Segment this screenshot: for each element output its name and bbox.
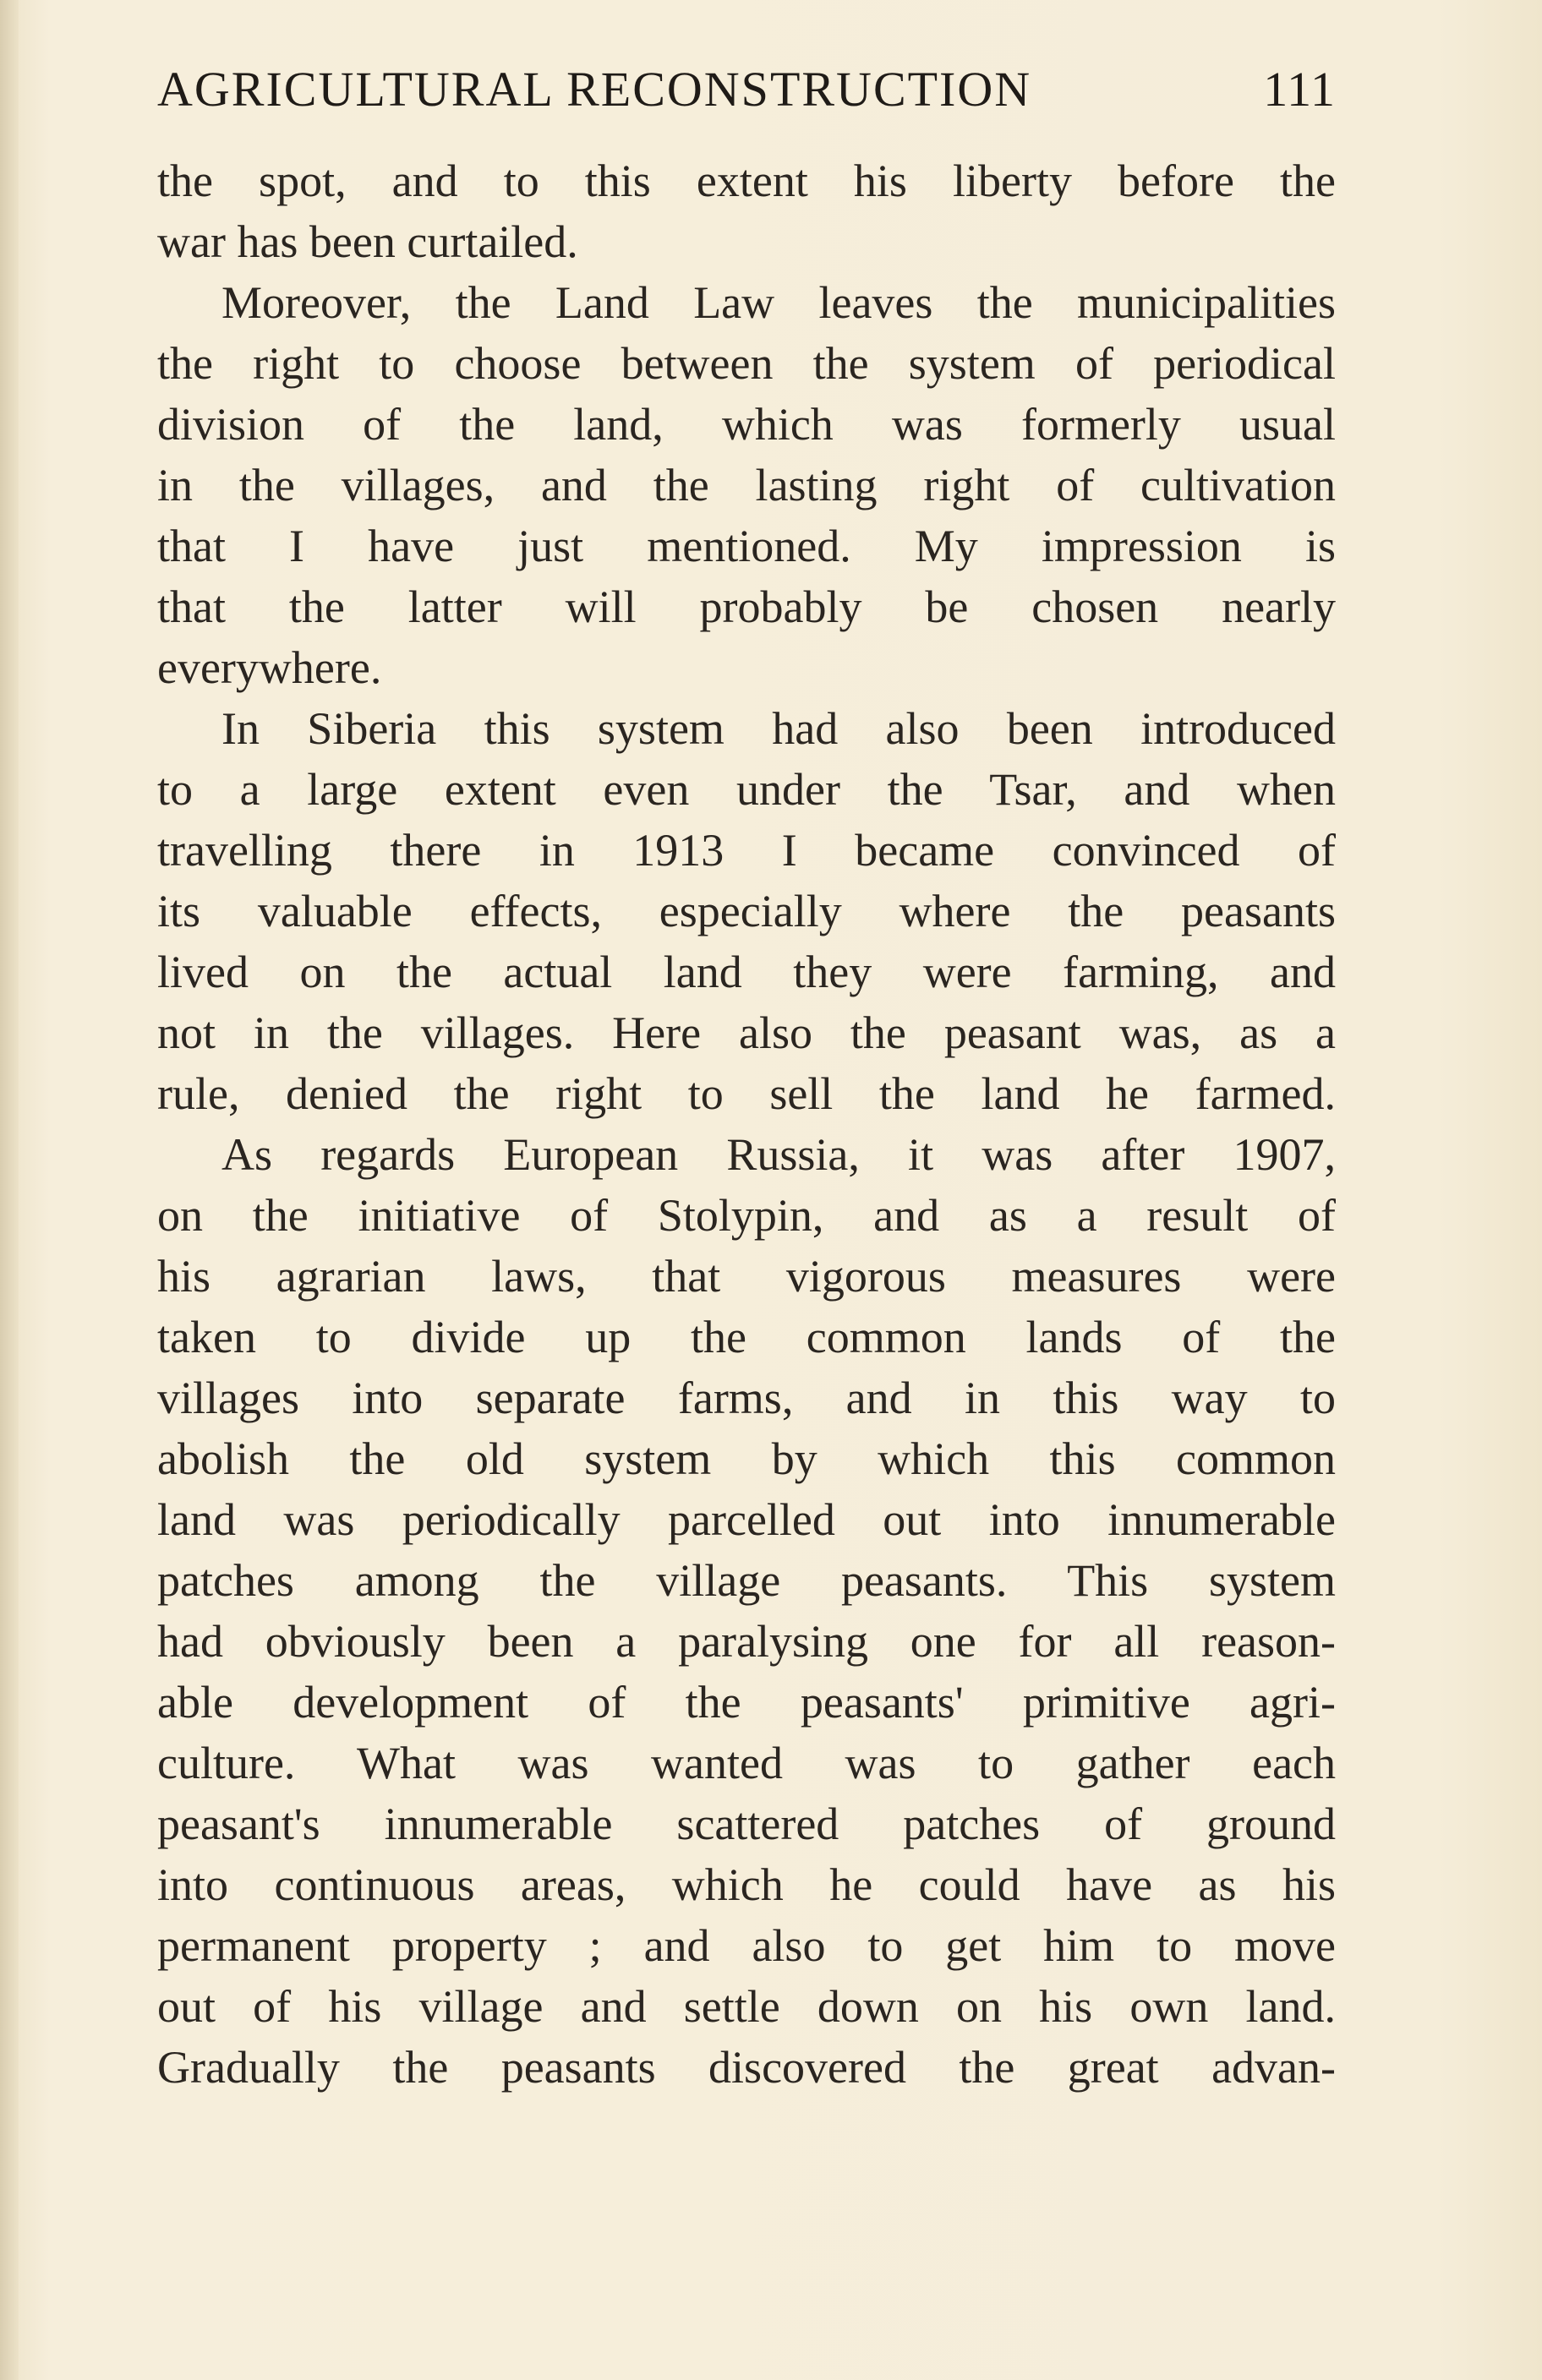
text-line: Gradually the peasants discovered the great advan- (157, 2042, 1336, 2093)
text-line: Moreover, the Land Law leaves the municipalities (221, 277, 1336, 328)
text-line: his agrarian laws, that vigorous measures were (157, 1251, 1336, 1302)
text-line: able development of the peasants' primitive agri- (157, 1677, 1336, 1728)
text-line: had obviously been a paralysing one for all reason- (157, 1616, 1336, 1667)
text-line: patches among the village peasants. This system (157, 1555, 1336, 1606)
running-title: AGRICULTURAL RECONSTRUCTION (157, 62, 1032, 117)
text-line: rule, denied the right to sell the land he farmed. (157, 1068, 1336, 1119)
text-line: everywhere. (157, 642, 382, 693)
text-line: the right to choose between the system of periodical (157, 338, 1336, 389)
text-line: on the initiative of Stolypin, and as a result of (157, 1190, 1336, 1241)
text-line: that the latter will probably be chosen nearly (157, 581, 1336, 632)
text-line: As regards European Russia, it was after 1907, (221, 1129, 1336, 1180)
text-line: culture. What was wanted was to gather each (157, 1738, 1336, 1788)
text-line: In Siberia this system had also been introduced (221, 703, 1336, 754)
text-line: peasant's innumerable scattered patches of ground (157, 1799, 1336, 1849)
text-line: division of the land, which was formerly usual (157, 399, 1336, 450)
running-head (157, 61, 1336, 128)
text-line: to a large extent even under the Tsar, and when (157, 764, 1336, 815)
text-line: taken to divide up the common lands of the (157, 1312, 1336, 1362)
text-line: abolish the old system by which this common (157, 1433, 1336, 1484)
text-line: that I have just mentioned. My impression is (157, 521, 1336, 571)
text-line: into continuous areas, which he could have as his (157, 1859, 1336, 1910)
text-line: permanent property ; and also to get him to move (157, 1920, 1336, 1971)
text-line: lived on the actual land they were farming, and (157, 947, 1336, 997)
text-line: its valuable effects, especially where the peasants (157, 886, 1336, 936)
text-line: travelling there in 1913 I became convinced of (157, 825, 1336, 876)
text-line: the spot, and to this extent his liberty before the (157, 156, 1336, 206)
text-line: in the villages, and the lasting right of cultivation (157, 460, 1336, 510)
text-line: out of his village and settle down on his own land. (157, 1981, 1336, 2032)
binding-edge (0, 0, 19, 2380)
text-line: land was periodically parcelled out into innumerable (157, 1494, 1336, 1545)
page-number: 111 (1263, 62, 1336, 117)
body-text (157, 150, 1336, 2098)
text-line: villages into separate farms, and in this way to (157, 1373, 1336, 1423)
text-line: war has been curtailed. (157, 216, 578, 267)
text-line: not in the villages. Here also the peasant was, as a (157, 1007, 1336, 1058)
